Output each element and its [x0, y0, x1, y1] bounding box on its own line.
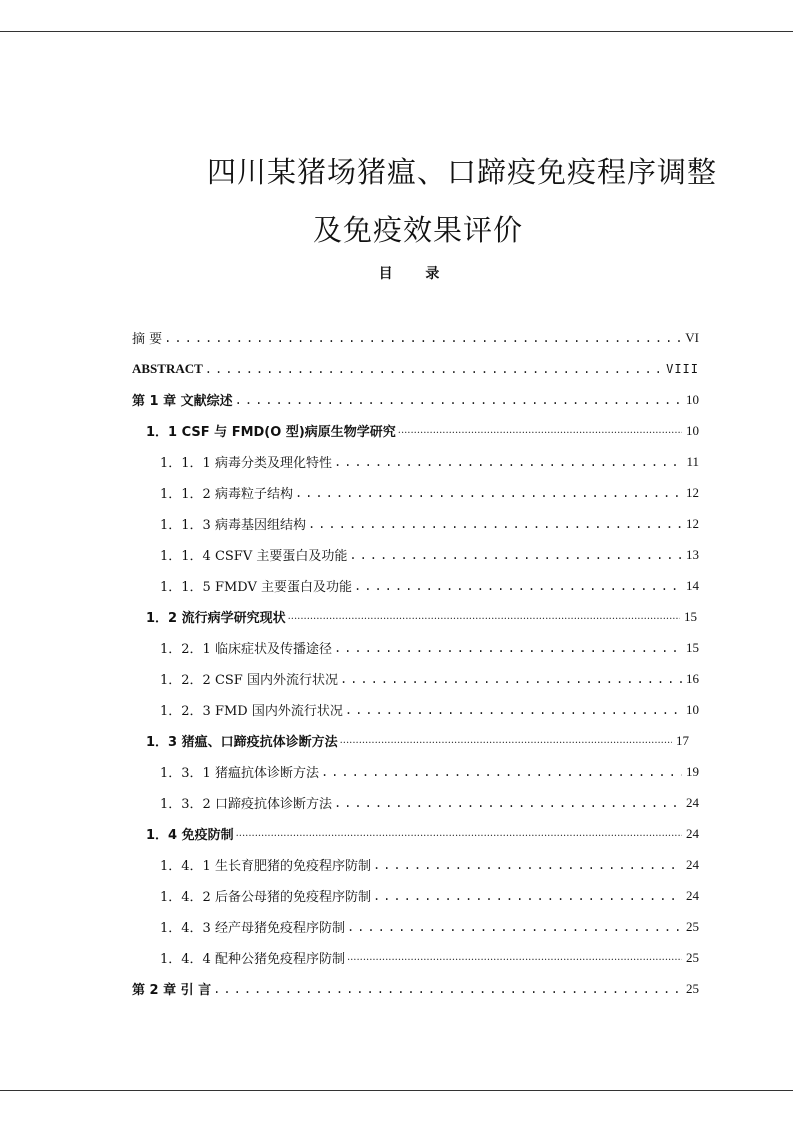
toc-entry-page: VI — [685, 329, 699, 345]
dot-leader — [373, 858, 682, 872]
toc-entry-1-4[interactable] — [146, 818, 699, 849]
toc-entry-page: VIII — [666, 361, 699, 376]
toc-entry-page: 24 — [686, 856, 699, 872]
toc-entry-page: 24 — [686, 794, 699, 810]
dot-leader — [213, 982, 682, 996]
toc-entry-label: 第 2 章 引 言 — [132, 983, 212, 998]
toc-entry-page: 15 — [684, 608, 697, 624]
dot-leader — [235, 393, 682, 407]
toc-entry-page: 15 — [686, 639, 699, 655]
dot-leader — [205, 362, 662, 376]
toc-entry-1-2-2[interactable] — [160, 663, 699, 694]
toc-entry-label: 1．3．2 口蹄疫抗体诊断方法 — [160, 797, 332, 812]
dot-leader — [354, 579, 682, 593]
toc-entry-1-3-1[interactable] — [160, 756, 699, 787]
toc-entry-page: 25 — [686, 949, 699, 965]
dot-leader — [334, 796, 682, 810]
toc-entry-1-1[interactable] — [146, 415, 699, 446]
dot-leader — [340, 735, 672, 746]
footer-rule — [0, 1090, 793, 1091]
document-title-line-2: 及免疫效果评价 — [313, 213, 524, 247]
toc-entry-1-4-1[interactable] — [160, 849, 699, 880]
dot-leader — [347, 952, 682, 963]
toc-entry-page: 25 — [686, 918, 699, 934]
dot-leader — [373, 889, 682, 903]
dot-leader — [295, 486, 682, 500]
toc-entry-1-2-1[interactable] — [160, 632, 699, 663]
toc-entry-1-1-4[interactable] — [160, 539, 699, 570]
toc-entry-page: 12 — [686, 484, 699, 500]
toc-entry-label: 1．1．3 病毒基因组结构 — [160, 518, 306, 533]
dot-leader — [164, 331, 681, 345]
dot-leader — [308, 517, 682, 531]
toc-entry-1-4-2[interactable] — [160, 880, 699, 911]
toc-entry-1-1-3[interactable] — [160, 508, 699, 539]
toc-entry-label: 第 1 章 文献综述 — [132, 394, 233, 409]
toc-entry-page: 11 — [686, 453, 699, 469]
toc-entry-page: 10 — [686, 701, 699, 717]
toc-entry-abstract-en[interactable] — [132, 353, 699, 384]
toc-entry-1-4-3[interactable] — [160, 911, 699, 942]
toc-entry-1-3-2[interactable] — [160, 787, 699, 818]
dot-leader — [236, 828, 682, 839]
toc-entry-page: 14 — [686, 577, 699, 593]
toc-entry-1-1-2[interactable] — [160, 477, 699, 508]
toc-entry-1-4-4[interactable] — [160, 942, 699, 973]
toc-entry-1-2[interactable] — [146, 601, 697, 632]
toc-entry-label: 1．2．3 FMD 国内外流行状况 — [160, 704, 343, 719]
toc-entry-label: 1．1 CSF 与 FMD(O 型)病原生物学研究 — [146, 425, 396, 440]
toc-entry-label: 1．1．2 病毒粒子结构 — [160, 487, 293, 502]
document-title-line-1: 四川某猪场猪瘟、口蹄疫免疫程序调整 — [207, 155, 718, 189]
dot-leader — [288, 611, 680, 622]
toc-entry-label: 1．1．1 病毒分类及理化特性 — [160, 456, 332, 471]
toc-entry-page: 13 — [686, 546, 699, 562]
toc-entry-page: 10 — [686, 391, 699, 407]
toc-entry-page: 16 — [686, 670, 699, 686]
toc-entry-label: 摘 要 — [132, 332, 163, 347]
toc-entry-abstract-cn[interactable] — [132, 322, 699, 353]
toc-heading: 目 录 — [378, 266, 454, 282]
dot-leader — [334, 641, 682, 655]
toc-entry-label: ABSTRACT — [132, 360, 203, 376]
dot-leader — [340, 672, 682, 686]
dot-leader — [321, 765, 682, 779]
toc-entry-1-1-1[interactable] — [160, 446, 699, 477]
toc-entry-page: 25 — [686, 980, 699, 996]
toc-entry-1-2-3[interactable] — [160, 694, 699, 725]
dot-leader — [349, 548, 682, 562]
header-rule — [0, 31, 793, 32]
toc-entry-page: 19 — [686, 763, 699, 779]
toc-entry-label: 1．2．2 CSF 国内外流行状况 — [160, 673, 338, 688]
toc-entry-page: 24 — [686, 825, 699, 841]
toc-entry-label: 1．1．5 FMDV 主要蛋白及功能 — [160, 580, 352, 595]
dot-leader — [347, 920, 682, 934]
toc-entry-chapter-1[interactable] — [132, 384, 699, 415]
toc-entry-label: 1．4．4 配种公猪免疫程序防制 — [160, 952, 345, 967]
dot-leader — [398, 425, 682, 436]
toc-entry-page: 12 — [686, 515, 699, 531]
toc-entry-page: 24 — [686, 887, 699, 903]
dot-leader — [334, 455, 683, 469]
toc-entry-page: 17 — [676, 732, 689, 748]
toc-entry-1-1-5[interactable] — [160, 570, 699, 601]
toc-entry-label: 1．4．2 后备公母猪的免疫程序防制 — [160, 890, 371, 905]
toc-entry-chapter-2[interactable] — [132, 973, 699, 1004]
dot-leader — [345, 703, 682, 717]
toc-entry-label: 1．3．1 猪瘟抗体诊断方法 — [160, 766, 319, 781]
toc-entry-label: 1．4．1 生长育肥猪的免疫程序防制 — [160, 859, 371, 874]
toc-entry-1-3[interactable] — [146, 725, 689, 756]
toc-entry-label: 1．3 猪瘟、口蹄疫抗体诊断方法 — [146, 735, 338, 750]
toc-entry-label: 1．4 免疫防制 — [146, 828, 234, 843]
toc-entry-label: 1．4．3 经产母猪免疫程序防制 — [160, 921, 345, 936]
toc-entry-label: 1．2 流行病学研究现状 — [146, 611, 286, 626]
toc-entry-page: 10 — [686, 422, 699, 438]
toc-entry-label: 1．1．4 CSFV 主要蛋白及功能 — [160, 549, 348, 564]
toc-entry-label: 1．2．1 临床症状及传播途径 — [160, 642, 332, 657]
